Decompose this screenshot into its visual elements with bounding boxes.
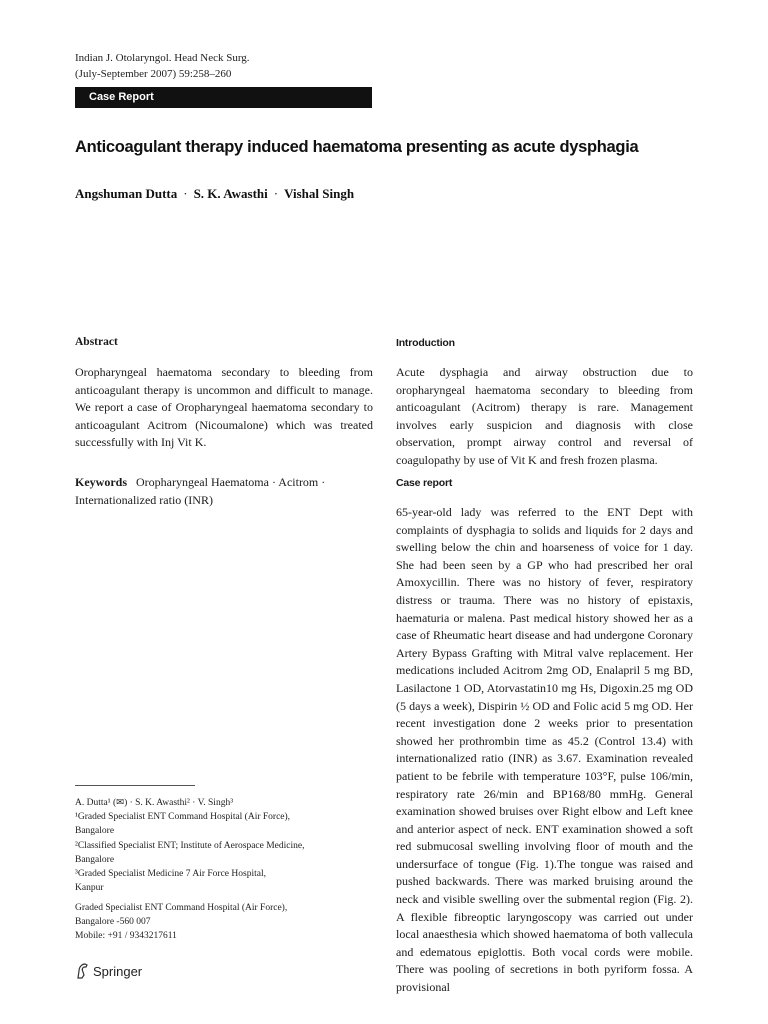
author-separator: · [183, 186, 188, 201]
author-list [75, 186, 354, 202]
contact-line: Mobile: +91 / 9343217611 [75, 931, 177, 942]
affiliation-authors: A. Dutta¹ (✉) · S. K. Awasthi² · V. Singh³ [75, 798, 234, 808]
keywords-text: Oropharyngeal Haematoma · Acitrom · Internationalized ratio (INR) [75, 475, 326, 507]
author-name: Angshuman Dutta [75, 186, 178, 201]
article-title: Anticoagulant therapy induced haematoma presenting as acute dysphagia [75, 138, 639, 156]
affiliation-line: Kanpur [75, 883, 104, 894]
publisher-logo [75, 962, 142, 980]
case-report-heading: Case report [396, 477, 453, 489]
affiliation-line: Bangalore [75, 826, 115, 837]
affiliation-line: ³Graded Specialist Medicine 7 Air Force Hospital, [75, 869, 266, 880]
author-separator: · [273, 186, 279, 201]
article-type-badge: Case Report [75, 87, 372, 108]
journal-name: Indian J. Otolaryngol. Head Neck Surg. [75, 52, 250, 64]
author-name: Vishal Singh [284, 186, 355, 201]
contact-line: Bangalore -560 007 [75, 917, 151, 928]
journal-issue: (July-September 2007) 59:258–260 [75, 68, 232, 80]
affiliation-line: Bangalore [75, 854, 115, 865]
abstract-heading: Abstract [75, 336, 118, 348]
affiliation-line: ¹Graded Specialist ENT Command Hospital (Air Force), [75, 812, 291, 823]
springer-horse-icon [75, 962, 89, 980]
introduction-heading: Introduction [396, 337, 455, 349]
keywords-label: Keywords [75, 475, 127, 489]
case-report-text: 65-year-old lady was referred to the ENT Dept with complaints of dysphagia to solids and liquids for 2 days and swelling below the chin and hoarseness of voice for 1 day. She had been seen by a GP who had prescribed her oral Amoxycillin. There was no history of fever, respiratory distress or trauma. There was no history of epistaxis, haematuria or malena. Past medical history showed her as a case of Rheumatic heart disease and had undergone Coronary Artery Bypass Grafting with Mitral valve replacement. Her medications included Acitrom 2mg OD, Enalapril 5 mg BD, Lasilactone 1 OD, Atorvastatin10 mg Hs, Digoxin.25 mg OD (5 days a week), Dispirin ½ OD and Folic acid 5 mg OD. Her recent investigation done 2 weeks prior to presentation showed her prothrombin time as 45.2 (Control 13.4) with internationalized ratio (INR) as 3.67. Examination revealed patient to be febrile with temperature 103°F, pulse 106/min, respiratory rate 26/min and BP168/80 mmHg. General examination showed bruises over Right elbow and Left knee and anterior aspect of neck. ENT examination showed a soft red submucosal swelling involving floor of mouth and the undersurface of tongue (Fig. 1).The tongue was raised and pushed backwards. There was marked bruising around the neck and visible swelling over the submental region (Fig. 2). A flexible fibreoptic laryngoscopy was carried out under local anaesthesia which showed haematoma of both vallecula and edematous epiglottis. Both vocal cords were mobile. There was pooling of secretions in both pyriform fossa. A provisional [396, 505, 693, 995]
affiliation-line: ²Classified Specialist ENT; Institute of Aerospace Medicine, [75, 840, 305, 851]
author-name: S. K. Awasthi [193, 186, 268, 201]
affiliations [75, 796, 375, 895]
publisher-name: Springer [93, 963, 143, 979]
keywords [75, 474, 373, 509]
footnote-rule [75, 785, 195, 786]
introduction-text: Acute dysphagia and airway obstruction due to oropharyngeal haematoma secondary to bleeding from anticoagulant (Acitrom) therapy is rare. Management involves early suspicion and diagnosis with close observation, prompt airway control and reversal of coagulopathy by use of Vit K and fresh frozen plasma. [396, 365, 693, 467]
correspondence-address [75, 901, 375, 944]
abstract-text: Oropharyngeal haematoma secondary to bleeding from anticoagulant therapy is uncommon and difficult to manage. We report a case of Oropharyngeal haematoma secondary to anticoagulant Acitrom (Nicoumalone) which was treated successfully with Inj Vit K. [75, 365, 373, 450]
contact-line: Graded Specialist ENT Command Hospital (Air Force), [75, 903, 288, 913]
journal-citation [75, 50, 250, 82]
